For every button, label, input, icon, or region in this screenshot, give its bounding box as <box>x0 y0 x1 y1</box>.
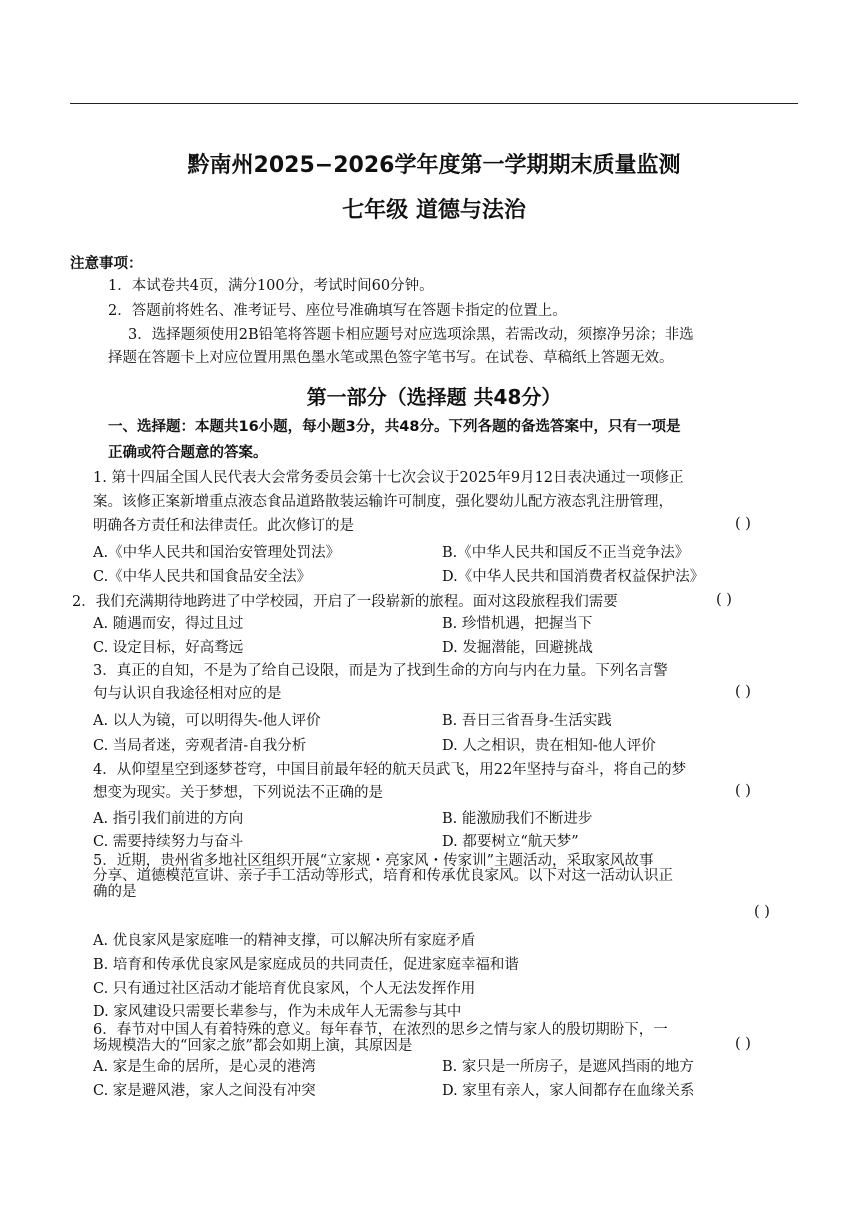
option-b: B. 吾日三省吾身-生活实践 <box>442 713 612 729</box>
option-c: C. 设定目标，好高骛远 <box>93 640 244 656</box>
question-stem: 分享、道德模范宣讲、亲子手工活动等形式，培育和传承优良家风。以下对这一活动认识正 <box>93 868 673 884</box>
question-stem: 明确各方责任和法律责任。此次修订的是 <box>93 518 354 534</box>
option-a: A. 以人为镜，可以明得失-他人评价 <box>93 713 321 729</box>
notice-heading: 注意事项： <box>70 256 143 272</box>
notice-item: 择题在答题卡上对应位置用黑色墨水笔或黑色签字笔书写。在试卷、草稿纸上答题无效。 <box>108 350 674 366</box>
option-a: A. 随遇而安，得过且过 <box>93 616 244 632</box>
answer-paren: ( ) <box>735 1036 751 1052</box>
exam-subtitle: 七年级 道德与法治 <box>342 198 526 223</box>
option-d: D. 都要树立“航天梦” <box>442 834 579 850</box>
option-d: D.《中华人民共和国消费者权益保护法》 <box>442 569 705 585</box>
notice-item: 3．选择题须使用2B铅笔将答题卡相应题号对应选项涂黑，若需改动，须擦净另涂；非选 <box>128 327 694 343</box>
option-a: A. 优良家风是家庭唯一的精神支撑，可以解决所有家庭矛盾 <box>93 933 476 949</box>
question-stem: 4．从仰望星空到逐梦苍穹，中国目前最年轻的航天员武飞，用22年坚持与奋斗，将自己的梦 <box>93 762 687 778</box>
question-stem: 6．春节对中国人有着特殊的意义。每年春节，在浓烈的思乡之情与家人的殷切期盼下，一 <box>93 1022 668 1038</box>
notice-item: 1．本试卷共4页，满分100分，考试时间60分钟。 <box>108 278 434 294</box>
section-instruction: 正确或符合题意的答案。 <box>108 445 268 461</box>
option-c: C.《中华人民共和国食品安全法》 <box>93 569 312 585</box>
option-b: B.《中华人民共和国反不正当竞争法》 <box>442 545 690 561</box>
question-stem: 3．真正的自知，不是为了给自己设限，而是为了找到生命的方向与内在力量。下列名言警 <box>93 663 668 679</box>
question-stem: 5．近期，贵州省多地社区组织开展“立家规・亮家风・传家训”主题活动，采取家风故事 <box>93 853 654 869</box>
option-c: C. 当局者迷，旁观者清-自我分析 <box>93 738 307 754</box>
option-c: C. 只有通过社区活动才能培育优良家风，个人无法发挥作用 <box>93 981 476 997</box>
answer-paren: ( ) <box>754 904 770 920</box>
option-b: B. 能激励我们不断进步 <box>442 811 593 827</box>
question-stem: 案。该修正案新增重点液态食品道路散装运输许可制度，强化婴幼儿配方液态乳注册管理， <box>93 494 673 510</box>
question-stem: 2．我们充满期待地跨进了中学校园，开启了一段崭新的旅程。面对这段旅程我们需要 <box>72 594 618 610</box>
section-instruction: 一、选择题：本题共16小题，每小题3分，共48分。下列各题的备选答案中，只有一项是 <box>108 419 681 435</box>
option-d: D. 家里有亲人，家人间都存在血缘关系 <box>442 1083 695 1099</box>
option-d: D. 发掘潜能，回避挑战 <box>442 640 593 656</box>
question-stem: 确的是 <box>93 884 137 900</box>
option-c: C. 家是避风港，家人之间没有冲突 <box>93 1083 316 1099</box>
question-stem: 句与认识自我途径相对应的是 <box>93 686 282 702</box>
header-rule <box>70 103 798 104</box>
option-a: A.《中华人民共和国治安管理处罚法》 <box>93 545 341 561</box>
notice-item: 2．答题前将姓名、准考证号、座位号准确填写在答题卡指定的位置上。 <box>108 303 567 319</box>
question-stem: 想变为现实。关于梦想，下列说法不正确的是 <box>93 785 383 801</box>
option-c: C. 需要持续努力与奋斗 <box>93 834 244 850</box>
option-a: A. 家是生命的居所，是心灵的港湾 <box>93 1059 316 1075</box>
question-stem: 场规模浩大的“回家之旅”都会如期上演，其原因是 <box>93 1038 413 1054</box>
option-b: B. 珍惜机遇，把握当下 <box>442 616 593 632</box>
option-d: D. 家风建设只需要长辈参与，作为未成年人无需参与其中 <box>93 1004 462 1020</box>
answer-paren: ( ) <box>735 684 751 700</box>
option-d: D. 人之相识，贵在相知-他人评价 <box>442 738 656 754</box>
part-title: 第一部分（选择题 共48分） <box>306 385 562 409</box>
exam-title: 黔南州2025−2026学年度第一学期期末质量监测 <box>187 153 681 178</box>
option-b: B. 家只是一所房子，是遮风挡雨的地方 <box>442 1059 694 1075</box>
answer-paren: ( ) <box>735 516 751 532</box>
answer-paren: ( ) <box>735 783 751 799</box>
option-b: B. 培育和传承优良家风是家庭成员的共同责任，促进家庭幸福和谐 <box>93 957 519 973</box>
option-a: A. 指引我们前进的方向 <box>93 811 244 827</box>
question-stem: 1. 第十四届全国人民代表大会常务委员会第十七次会议于2025年9月12日表决通过一项修正 <box>93 470 684 486</box>
answer-paren: ( ) <box>716 592 732 608</box>
